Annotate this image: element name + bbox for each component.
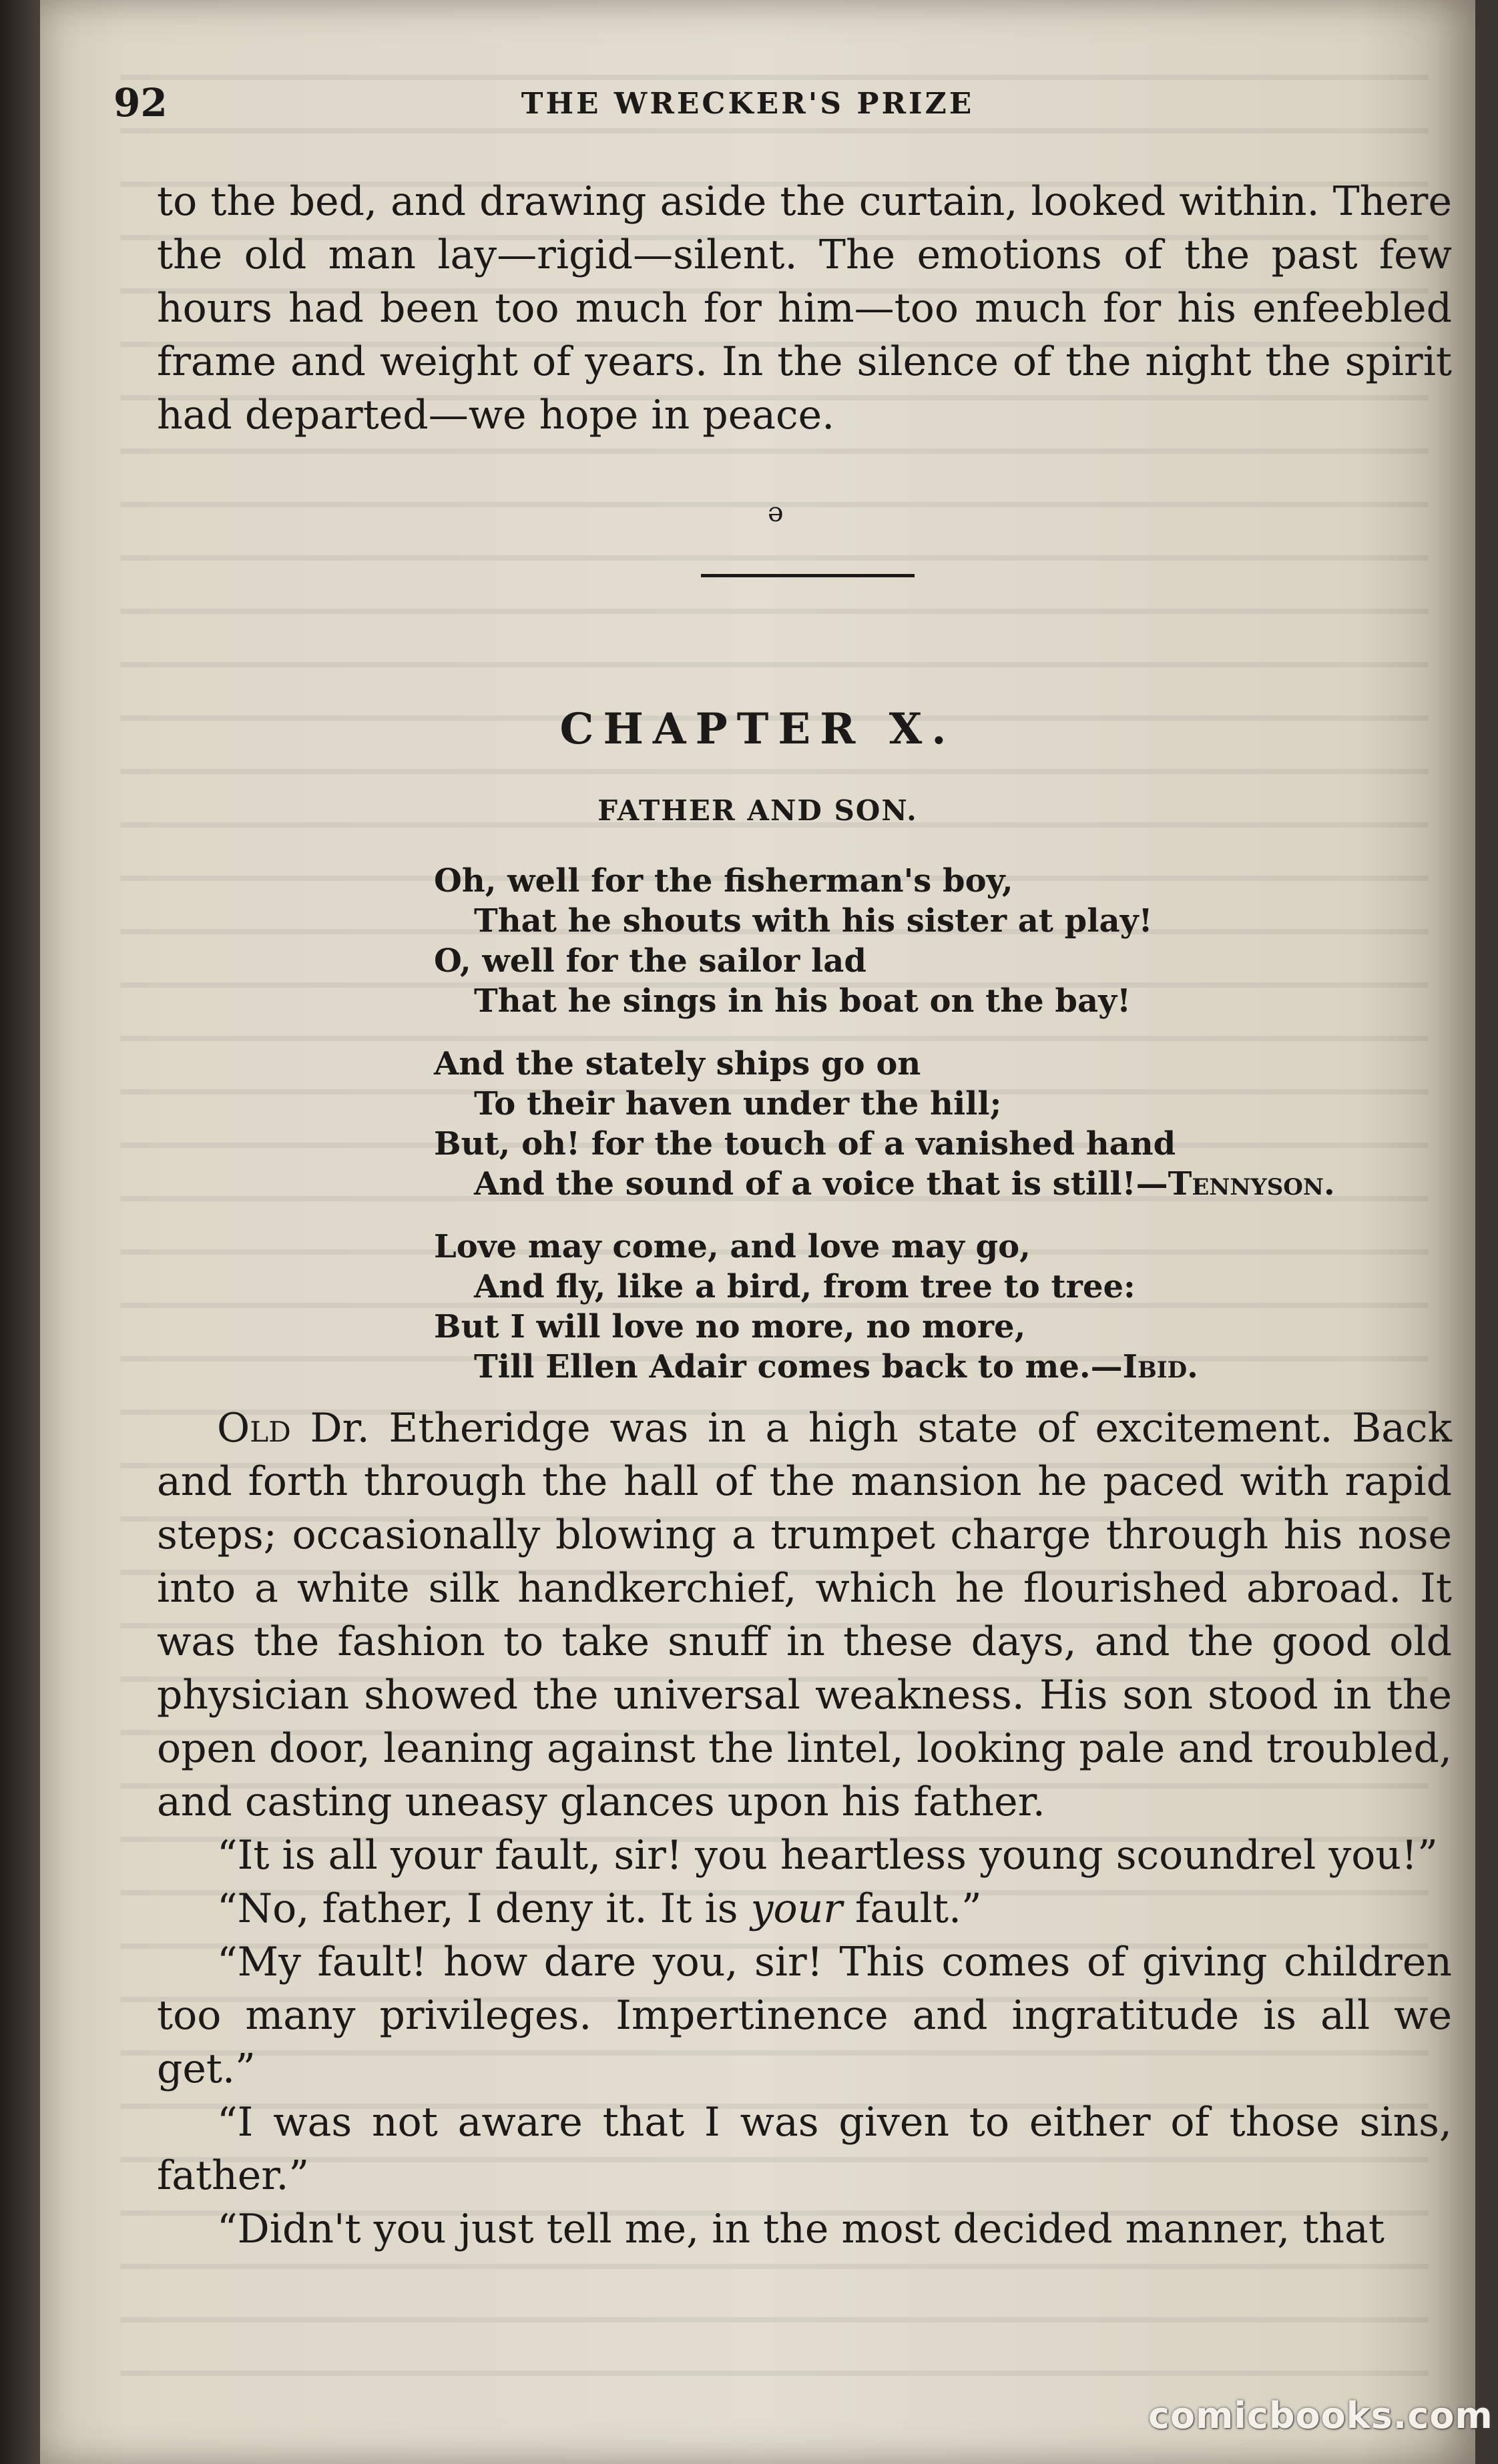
poem-stanza	[434, 1227, 1435, 1387]
poem-attribution: Tennyson.	[1168, 1165, 1335, 1203]
body-paragraph-text: Dr. Etheridge was in a high state of excitement. Back and forth through the hall of the mansion he paced with rapid steps; occasionally blowing a trumpet charge through his nose into a white silk handkerchief, which he flourished abroad. It was the fashion to take snuff in these days, and the good old physician showed the universal weakness. His son stood in the open door, leaning against the lintel, looking pale and troubled, and casting uneasy glances upon his father.	[157, 1405, 1452, 1825]
dialogue-paragraph: “My fault! how dare you, sir! This comes of giving children too many privileges. Impertinence and ingratitude is all we get.”	[157, 1939, 1452, 2092]
running-head	[113, 80, 1382, 133]
page-number: 92	[113, 80, 168, 125]
poem-attribution: Ibid.	[1122, 1348, 1198, 1385]
poem-line: But, oh! for the touch of a vanished hand	[434, 1125, 1176, 1163]
dialogue-paragraph: “It is all your fault, sir! you heartless young scoundrel you!”	[217, 1832, 1438, 1879]
chapter-body	[157, 1402, 1452, 2256]
poem-stanza	[434, 1044, 1435, 1204]
dialogue-paragraph: “I was not aware that I was given to either of those sins, father.”	[157, 2099, 1452, 2199]
poem-line: That he sings in his boat on the bay!	[474, 982, 1132, 1020]
poem-line: To their haven under the hill;	[474, 1085, 1002, 1123]
chapter-subtitle: FATHER AND SON.	[597, 794, 918, 827]
poem-line-attributed	[434, 1347, 1435, 1387]
dialogue-text: fault.”	[842, 1885, 982, 1932]
opening-paragraph: to the bed, and drawing aside the curtain, looked within. There the old man lay—rigid—silent. The emotions of the past few hours had been too much for him—too much for his enfeebled frame and weight of years. In the silence of the night the spirit had departed—we hope in peace.	[157, 178, 1452, 438]
opening-paragraph-block	[157, 175, 1452, 442]
poem-stanza	[434, 861, 1435, 1021]
dialogue-emphasis: your	[750, 1885, 842, 1932]
poem-line-text: And the sound of a voice that is still!—	[474, 1165, 1168, 1203]
chapter-title: CHAPTER X.	[559, 704, 956, 754]
dialogue-paragraph: “Didn't you just tell me, in the most decided manner, that	[217, 2206, 1385, 2252]
poem-line: And fly, like a bird, from tree to tree:	[474, 1268, 1136, 1305]
dialogue-text: “No, father, I deny it. It is	[217, 1885, 751, 1932]
opening-words: Old	[217, 1405, 291, 1452]
poem-line-text: Till Ellen Adair comes back to me.—	[474, 1348, 1123, 1385]
poem-line-attributed	[434, 1164, 1435, 1204]
watermark-text: comicbooks.com	[1148, 2395, 1493, 2437]
chapter-divider-rule	[701, 574, 915, 577]
poem-line: But I will love no more, no more,	[434, 1308, 1026, 1345]
ornament-mark: ǝ	[768, 497, 784, 528]
poem-line: Oh, well for the fisherman's boy,	[434, 862, 1013, 900]
epigraph-poem	[434, 861, 1435, 1410]
poem-line: Love may come, and love may go,	[434, 1228, 1031, 1265]
poem-line: O, well for the sailor lad	[434, 942, 866, 980]
dialogue-paragraph	[157, 1882, 1452, 1935]
book-page	[40, 0, 1493, 2464]
poem-line: And the stately ships go on	[434, 1045, 921, 1083]
book-spine-shadow	[0, 0, 40, 2464]
body-paragraph	[157, 1402, 1452, 1829]
running-title: THE WRECKER'S PRIZE	[521, 87, 975, 121]
poem-line: That he shouts with his sister at play!	[474, 902, 1153, 940]
